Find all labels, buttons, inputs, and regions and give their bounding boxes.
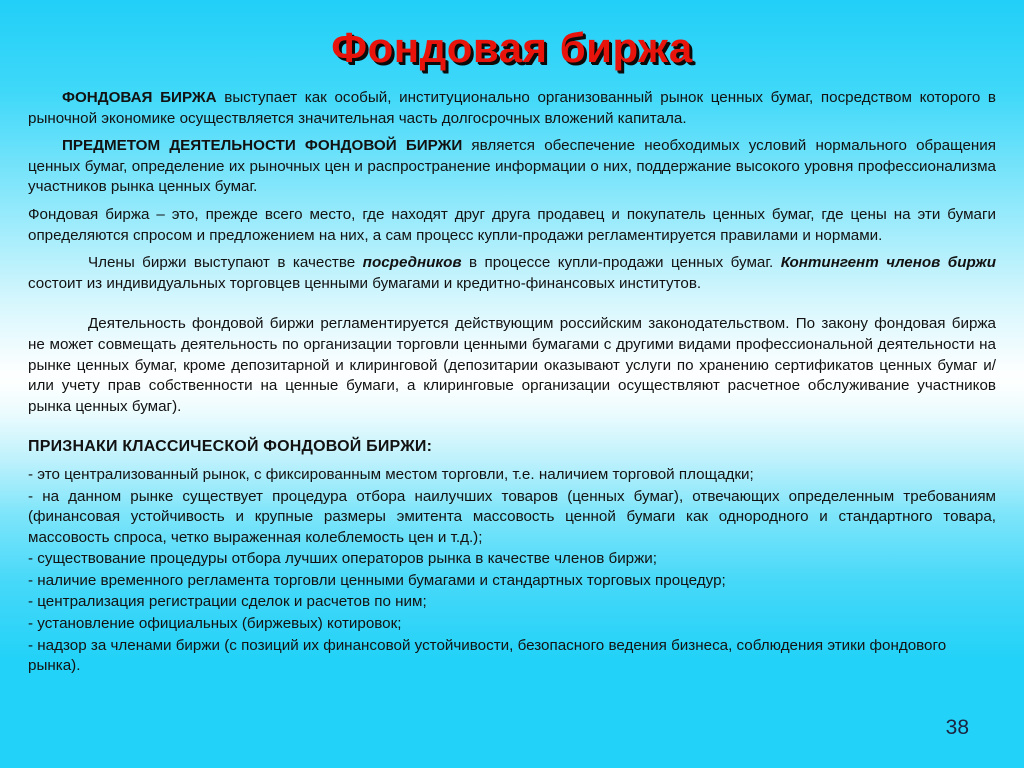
paragraph-subject-text: является обеспечение необходимых условий нормального обращения ценных бумаг, определение их рыночных цен и распространение информации о них, поддержание высокого уровня профессионализма участников рынка ценных бумаг. [28,137,996,196]
spacer [28,198,996,205]
list-item: - существование процедуры отбора лучших операторов рынка в качестве членов биржи; [28,550,657,568]
paragraph-members [28,253,996,294]
paragraph-definition [28,88,996,129]
list-item: - это централизованный рынок, с фиксированным местом торговли, т.е. наличием торговой площадки; [28,465,754,483]
spacer [28,294,996,314]
signs-heading: ПРИЗНАКИ КЛАССИЧЕСКОЙ ФОНДОВОЙ БИРЖИ: [28,438,433,456]
spacer [28,129,996,136]
slide-title: Фондовая биржа [331,24,693,71]
paragraph-members-text-b: в процессе купли-продажи ценных бумаг. [461,254,781,272]
paragraph-subject [28,136,996,198]
list-item: - наличие временного регламента торговли ценными бумагами и стандартных торговых процедур; [28,571,726,589]
list-item: - централизация регистрации сделок и расчетов по ним; [28,593,427,611]
paragraph-subject-lead: ПРЕДМЕТОМ ДЕЯТЕЛЬНОСТИ ФОНДОВОЙ БИРЖИ [62,137,463,155]
paragraph-definition-lead: ФОНДОВАЯ БИРЖА [62,89,217,106]
emphasis-member-contingent: Контингент членов биржи [780,254,997,272]
emphasis-intermediaries: посредников [362,254,462,272]
page-number: 38 [945,716,969,739]
slide-body [28,88,996,678]
spacer [28,458,996,465]
list-item: - на данном рынке существует процедура отбора наилучших товаров (ценных бумаг), отвечающих определенным требованиям (финансовая устойчивость и крупные размеры эмитента массовость ценной бумаги как однородного и стандартного товара, массовость спроса, четко выраженная колеблемость цен и т.д.); [28,487,996,546]
list-item: - надзор за членами биржи (с позиций их финансовой устойчивости, безопасного ведения бизнеса, соблюдения этики фондового рынка). [28,636,947,675]
paragraph-place: Фондовая биржа – это, прежде всего место, где находят друг друга продавец и покупатель ценных бумаг, где цены на эти бумаги определяются спросом и предложением на них, а сам процесс купли-продажи регламентируется правилами и нормами. [28,205,996,244]
spacer [28,246,996,253]
signs-list [28,465,996,677]
paragraph-definition-text: выступает как особый, институционально организованный рынок ценных бумаг, посредством которого в рыночной экономике осуществляется значительная часть долгосрочных вложений капитала. [28,89,997,127]
paragraph-regulation: Деятельность фондовой биржи регламентируется действующим российским законодательством. По закону фондовая биржа не может совмещать деятельность по организации торговли ценными бумагами с другими видами профессиональной деятельности на рынке ценных бумаг, кроме депозитарной и клиринговой (депозитарии оказывают услуги по хранению сертификатов ценных бумаг и/или учету прав собственности на ценные бумаги, а клиринговые организации осуществляют расчетное обслуживание участников рынка ценных бумаг). [28,315,996,415]
list-item: - установление официальных (биржевых) котировок; [28,615,402,633]
paragraph-members-text-a: Члены биржи выступают в качестве [88,254,363,272]
paragraph-members-text-c: состоит из индивидуальных торговцев ценными бумагами и кредитно-финансовых институтов. [28,274,702,292]
spacer [28,417,996,437]
